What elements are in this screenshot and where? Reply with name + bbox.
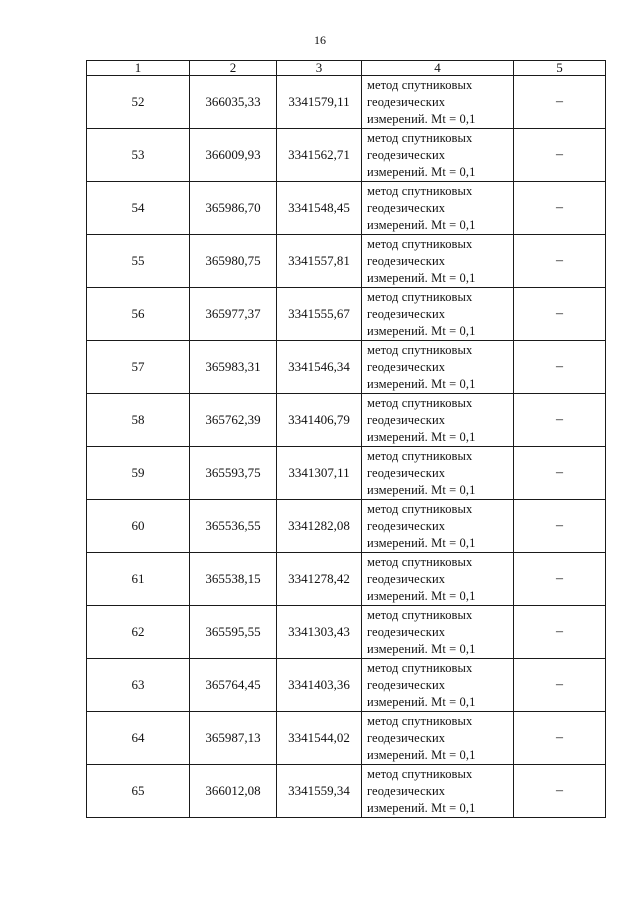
table-row: [87, 76, 606, 129]
y-coordinate-cell: 3341562,71: [277, 129, 362, 182]
point-number-cell: 62: [87, 606, 190, 659]
method-text-line: метод спутниковых: [367, 183, 473, 198]
table-row: [87, 712, 606, 765]
x-coordinate-cell: 366035,33: [190, 76, 277, 129]
table-row: [87, 394, 606, 447]
method-cell: [362, 235, 514, 288]
point-number-cell: 59: [87, 447, 190, 500]
method-cell: [362, 606, 514, 659]
column-5-value-cell: –: [514, 394, 606, 447]
method-text-line: метод спутниковых: [367, 130, 473, 145]
y-coordinate-cell: 3341307,11: [277, 447, 362, 500]
column-header-3: 3: [277, 61, 362, 76]
y-coordinate-cell: 3341559,34: [277, 765, 362, 818]
point-number-cell: 61: [87, 553, 190, 606]
point-number-cell: 64: [87, 712, 190, 765]
y-coordinate-cell: 3341579,11: [277, 76, 362, 129]
method-text-line: геодезических: [367, 624, 446, 639]
column-5-value-cell: –: [514, 182, 606, 235]
y-coordinate-cell: 3341555,67: [277, 288, 362, 341]
method-text-line: измерений. Mt = 0,1: [367, 747, 476, 762]
method-text-line: метод спутниковых: [367, 395, 473, 410]
table-row: [87, 553, 606, 606]
point-number-cell: 52: [87, 76, 190, 129]
column-5-value-cell: –: [514, 765, 606, 818]
y-coordinate-cell: 3341278,42: [277, 553, 362, 606]
method-text-line: геодезических: [367, 571, 446, 586]
y-coordinate-cell: 3341303,43: [277, 606, 362, 659]
x-coordinate-cell: 365977,37: [190, 288, 277, 341]
point-number-cell: 65: [87, 765, 190, 818]
method-text-line: измерений. Mt = 0,1: [367, 482, 476, 497]
method-text-line: геодезических: [367, 412, 446, 427]
method-text-line: метод спутниковых: [367, 554, 473, 569]
method-text-line: измерений. Mt = 0,1: [367, 535, 476, 550]
x-coordinate-cell: 365538,15: [190, 553, 277, 606]
method-text-line: геодезических: [367, 94, 446, 109]
x-coordinate-cell: 365983,31: [190, 341, 277, 394]
method-text-line: измерений. Mt = 0,1: [367, 800, 476, 815]
method-text-line: метод спутниковых: [367, 342, 473, 357]
column-5-value-cell: –: [514, 341, 606, 394]
x-coordinate-cell: 365536,55: [190, 500, 277, 553]
column-header-4: 4: [362, 61, 514, 76]
point-number-cell: 56: [87, 288, 190, 341]
column-5-value-cell: –: [514, 553, 606, 606]
method-text-line: геодезических: [367, 359, 446, 374]
method-text-line: геодезических: [367, 783, 446, 798]
column-5-value-cell: –: [514, 606, 606, 659]
method-text-line: измерений. Mt = 0,1: [367, 376, 476, 391]
table-row: [87, 606, 606, 659]
method-text-line: измерений. Mt = 0,1: [367, 588, 476, 603]
method-cell: [362, 553, 514, 606]
column-5-value-cell: –: [514, 659, 606, 712]
method-cell: [362, 500, 514, 553]
method-text-line: геодезических: [367, 200, 446, 215]
table-row: [87, 341, 606, 394]
method-cell: [362, 659, 514, 712]
method-text-line: геодезических: [367, 677, 446, 692]
x-coordinate-cell: 366009,93: [190, 129, 277, 182]
method-text-line: метод спутниковых: [367, 77, 473, 92]
table-row: [87, 659, 606, 712]
coordinates-table: [86, 60, 606, 818]
column-5-value-cell: –: [514, 129, 606, 182]
point-number-cell: 57: [87, 341, 190, 394]
point-number-cell: 63: [87, 659, 190, 712]
point-number-cell: 53: [87, 129, 190, 182]
table-row: [87, 182, 606, 235]
method-text-line: метод спутниковых: [367, 713, 473, 728]
method-text-line: измерений. Mt = 0,1: [367, 694, 476, 709]
column-5-value-cell: –: [514, 447, 606, 500]
method-text-line: геодезических: [367, 253, 446, 268]
method-cell: [362, 129, 514, 182]
x-coordinate-cell: 365980,75: [190, 235, 277, 288]
column-5-value-cell: –: [514, 500, 606, 553]
x-coordinate-cell: 365593,75: [190, 447, 277, 500]
y-coordinate-cell: 3341546,34: [277, 341, 362, 394]
table-row: [87, 500, 606, 553]
method-text-line: метод спутниковых: [367, 289, 473, 304]
method-text-line: метод спутниковых: [367, 660, 473, 675]
table-row: [87, 288, 606, 341]
y-coordinate-cell: 3341282,08: [277, 500, 362, 553]
y-coordinate-cell: 3341557,81: [277, 235, 362, 288]
x-coordinate-cell: 365762,39: [190, 394, 277, 447]
column-5-value-cell: –: [514, 76, 606, 129]
method-text-line: измерений. Mt = 0,1: [367, 217, 476, 232]
method-text-line: измерений. Mt = 0,1: [367, 429, 476, 444]
table-row: [87, 235, 606, 288]
method-text-line: метод спутниковых: [367, 501, 473, 516]
method-cell: [362, 765, 514, 818]
method-text-line: геодезических: [367, 518, 446, 533]
method-text-line: метод спутниковых: [367, 766, 473, 781]
column-5-value-cell: –: [514, 235, 606, 288]
method-text-line: метод спутниковых: [367, 236, 473, 251]
y-coordinate-cell: 3341403,36: [277, 659, 362, 712]
method-cell: [362, 394, 514, 447]
x-coordinate-cell: 366012,08: [190, 765, 277, 818]
method-text-line: измерений. Mt = 0,1: [367, 641, 476, 656]
column-header-2: 2: [190, 61, 277, 76]
method-text-line: метод спутниковых: [367, 607, 473, 622]
x-coordinate-cell: 365986,70: [190, 182, 277, 235]
table-row: [87, 765, 606, 818]
y-coordinate-cell: 3341406,79: [277, 394, 362, 447]
x-coordinate-cell: 365987,13: [190, 712, 277, 765]
method-cell: [362, 341, 514, 394]
column-header-1: 1: [87, 61, 190, 76]
y-coordinate-cell: 3341544,02: [277, 712, 362, 765]
column-5-value-cell: –: [514, 288, 606, 341]
point-number-cell: 54: [87, 182, 190, 235]
method-text-line: измерений. Mt = 0,1: [367, 323, 476, 338]
point-number-cell: 58: [87, 394, 190, 447]
method-text-line: геодезических: [367, 147, 446, 162]
x-coordinate-cell: 365764,45: [190, 659, 277, 712]
table-header-row: [87, 61, 606, 76]
point-number-cell: 60: [87, 500, 190, 553]
method-text-line: метод спутниковых: [367, 448, 473, 463]
method-text-line: измерений. Mt = 0,1: [367, 164, 476, 179]
method-text-line: геодезических: [367, 730, 446, 745]
point-number-cell: 55: [87, 235, 190, 288]
page-number: 16: [314, 33, 326, 47]
method-cell: [362, 712, 514, 765]
method-text-line: геодезических: [367, 465, 446, 480]
table-row: [87, 447, 606, 500]
column-5-value-cell: –: [514, 712, 606, 765]
table-body: [87, 76, 606, 818]
method-cell: [362, 288, 514, 341]
method-cell: [362, 182, 514, 235]
table-row: [87, 129, 606, 182]
method-text-line: измерений. Mt = 0,1: [367, 111, 476, 126]
y-coordinate-cell: 3341548,45: [277, 182, 362, 235]
x-coordinate-cell: 365595,55: [190, 606, 277, 659]
column-header-5: 5: [514, 61, 606, 76]
method-cell: [362, 76, 514, 129]
method-text-line: геодезических: [367, 306, 446, 321]
method-cell: [362, 447, 514, 500]
method-text-line: измерений. Mt = 0,1: [367, 270, 476, 285]
